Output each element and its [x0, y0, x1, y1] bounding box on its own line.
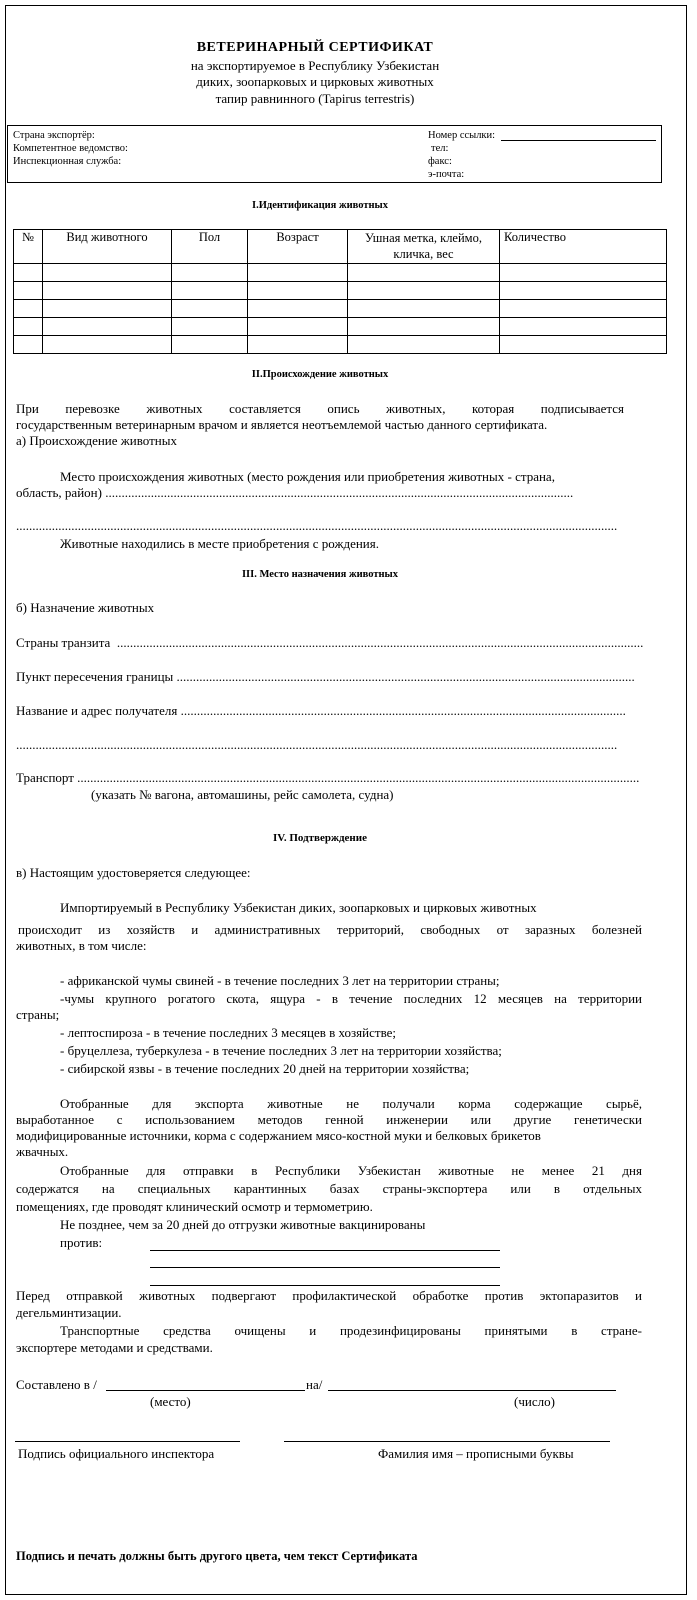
full-name-caption: Фамилия имя – прописными буквы [378, 1446, 574, 1461]
section-1-heading: I.Идентификация животных [252, 200, 388, 211]
disease-item-1: - африканской чумы свиней - в течение последних 3 лет на территории страны; [60, 973, 500, 988]
place-caption: (место) [150, 1394, 191, 1409]
imported-text-line-2: происходит из хозяйств и административных территорий, свободных от заразных болезней [18, 922, 642, 937]
disease-item-3: - лептоспироза - в течение последних 3 месяцев в хозяйстве; [60, 1025, 397, 1040]
feed-text-line-2: выработанное с использованием методов генной инженерии или другие генетически [16, 1112, 642, 1127]
vaccination-against-label: против: [60, 1235, 103, 1250]
animal-identification-table [13, 229, 667, 354]
subtitle-line-2: диких, зоопарковых и цирковых животных [196, 74, 434, 89]
section-3-heading: III. Место назначения животных [241, 569, 399, 580]
transport-label: Транспорт [16, 770, 74, 785]
table-header-row [14, 230, 667, 264]
column-header: Вид животного [43, 230, 172, 264]
border-crossing-field[interactable]: Пункт пересечения границы ............................................................................................................................................. [16, 669, 635, 684]
vaccination-text: Не позднее, чем за 20 дней до отгрузки животные вакцинированы [60, 1217, 426, 1232]
phone-label: тел: [431, 143, 449, 154]
quarantine-text-line-2: содержатся на специальных карантинных базах страны-экспортера или в отдельных [16, 1181, 642, 1196]
recipient-field[interactable]: Название и адрес получателя ......................................................................................................................................... [16, 703, 626, 718]
origin-place-text: Место происхождения животных (место рождения или приобретения животных - страна, [60, 469, 555, 484]
origin-note: Животные находились в месте приобретения с рождения. [60, 536, 379, 551]
footer-note: Подпись и печать должны быть другого цвета, чем текст Сертификата [16, 1549, 418, 1563]
section-2-heading: II.Происхождение животных [251, 369, 389, 380]
disease-item-4: - бруцеллеза, туберкулеза - в течение последних 3 лет на территории хозяйства; [60, 1043, 502, 1058]
subtitle-line-1: на экспортируемое в Республику Узбекистан [190, 58, 440, 73]
vehicle-text-line-2: экспортере методами и средствами. [16, 1340, 213, 1355]
feed-text-line-4: жвачных. [16, 1144, 69, 1159]
section-4-heading: IV. Подтверждение [273, 832, 367, 844]
feed-text-line-1: Отобранные для экспорта животные не получали корма содержащие сырьё, [60, 1096, 642, 1111]
certificate-title: ВЕТЕРИНАРНЫЙ СЕРТИФИКАТ [196, 40, 434, 55]
reference-number-line [501, 140, 656, 141]
table-row [14, 282, 667, 300]
exporter-country-label: Страна экспортёр: [13, 130, 95, 141]
disease-item-2: -чумы крупного рогатого скота, ящура - в течение последних 12 месяцев на территории [60, 991, 642, 1006]
date-caption: (число) [514, 1394, 555, 1409]
competent-authority-label: Компетентное ведомство: [13, 143, 128, 154]
column-header: Пол [172, 230, 248, 264]
vaccination-line-1[interactable] [150, 1250, 500, 1251]
column-header: № [14, 230, 43, 264]
quarantine-text-line-3: помещениях, где проводят клинический осмотр и термометрию. [16, 1199, 373, 1214]
transport-note: (указать № вагона, автомашины, рейс самолета, судна) [91, 787, 394, 802]
transit-countries-label: Страны транзита [16, 635, 111, 650]
column-header: Возраст [248, 230, 348, 264]
inspector-signature-caption: Подпись официального инспектора [18, 1446, 215, 1461]
transit-countries-field[interactable]: Страны транзита .................................................................................................................................................................. [16, 635, 644, 650]
inventory-text-line-1: При перевозке животных составляется опись животных, которая подписывается [16, 401, 624, 416]
subtitle-line-3: тапир равнинного (Tapirus terrestris) [215, 91, 415, 106]
origin-place-label: область, район) [16, 485, 102, 500]
table-row [14, 336, 667, 354]
quarantine-text-line-1: Отобранные для отправки в Республики Узбекистан животные не менее 21 дня [60, 1163, 642, 1178]
column-header: Ушная метка, клеймо, кличка, вес [348, 230, 500, 264]
imported-text-line-3: животных, в том числе: [16, 938, 147, 953]
disease-item-5: - сибирской язвы - в течение последних 20 дней на территории хозяйства; [60, 1061, 470, 1076]
disease-item-2-cont: страны; [16, 1007, 60, 1022]
composed-date-line[interactable] [328, 1390, 616, 1391]
composed-in-label: Составлено в / [16, 1377, 97, 1392]
reference-number-label: Номер ссылки: [428, 130, 496, 141]
treatment-text-line-1: Перед отправкой животных подвергают профилактической обработке против эктопаразитов и [16, 1288, 642, 1303]
treatment-text-line-2: дегельминтизации. [16, 1305, 122, 1320]
fax-label: факс: [428, 156, 452, 167]
inventory-text-line-2: государственным ветеринарным врачом и является неотъемлемой частью данного сертификата. [16, 417, 548, 432]
inspection-service-label: Инспекционная служба: [13, 156, 122, 167]
recipient-field-2[interactable]: ......................................................................................................................................................................................... [16, 737, 618, 752]
recipient-label: Название и адрес получателя [16, 703, 178, 718]
composed-on-label: на/ [306, 1377, 323, 1392]
email-label: э-почта: [428, 169, 465, 180]
vehicle-text-line-1: Транспортные средства очищены и продезинфицированы принятыми в стране- [60, 1323, 642, 1338]
vaccination-line-2[interactable] [150, 1267, 500, 1268]
transport-field[interactable]: Транспорт ............................................................................................................................................................................. [16, 770, 640, 785]
origin-place-field[interactable]: область, район) ................................................................................................................................................ [16, 485, 574, 500]
vaccination-line-3[interactable] [150, 1285, 500, 1286]
table-row [14, 318, 667, 336]
destination-subheading: б) Назначение животных [16, 600, 155, 615]
info-box [7, 125, 662, 183]
origin-place-field-2[interactable]: ......................................................................................................................................................................................... [16, 518, 618, 533]
feed-text-line-3: модифицированные источники, корма с содержанием мясо-костной муки и белковых брикетов [16, 1128, 541, 1143]
origin-subheading: а) Происхождение животных [16, 433, 177, 448]
column-header: Количество [500, 230, 667, 264]
table-row [14, 264, 667, 282]
inspector-signature-line[interactable] [15, 1441, 240, 1442]
table-row [14, 300, 667, 318]
border-crossing-label: Пункт пересечения границы [16, 669, 174, 684]
certification-subheading: в) Настоящим удостоверяется следующее: [16, 865, 251, 880]
full-name-line[interactable] [284, 1441, 610, 1442]
imported-text-line-1: Импортируемый в Республику Узбекистан диких, зоопарковых и цирковых животных [60, 900, 537, 915]
composed-place-line[interactable] [106, 1390, 305, 1391]
